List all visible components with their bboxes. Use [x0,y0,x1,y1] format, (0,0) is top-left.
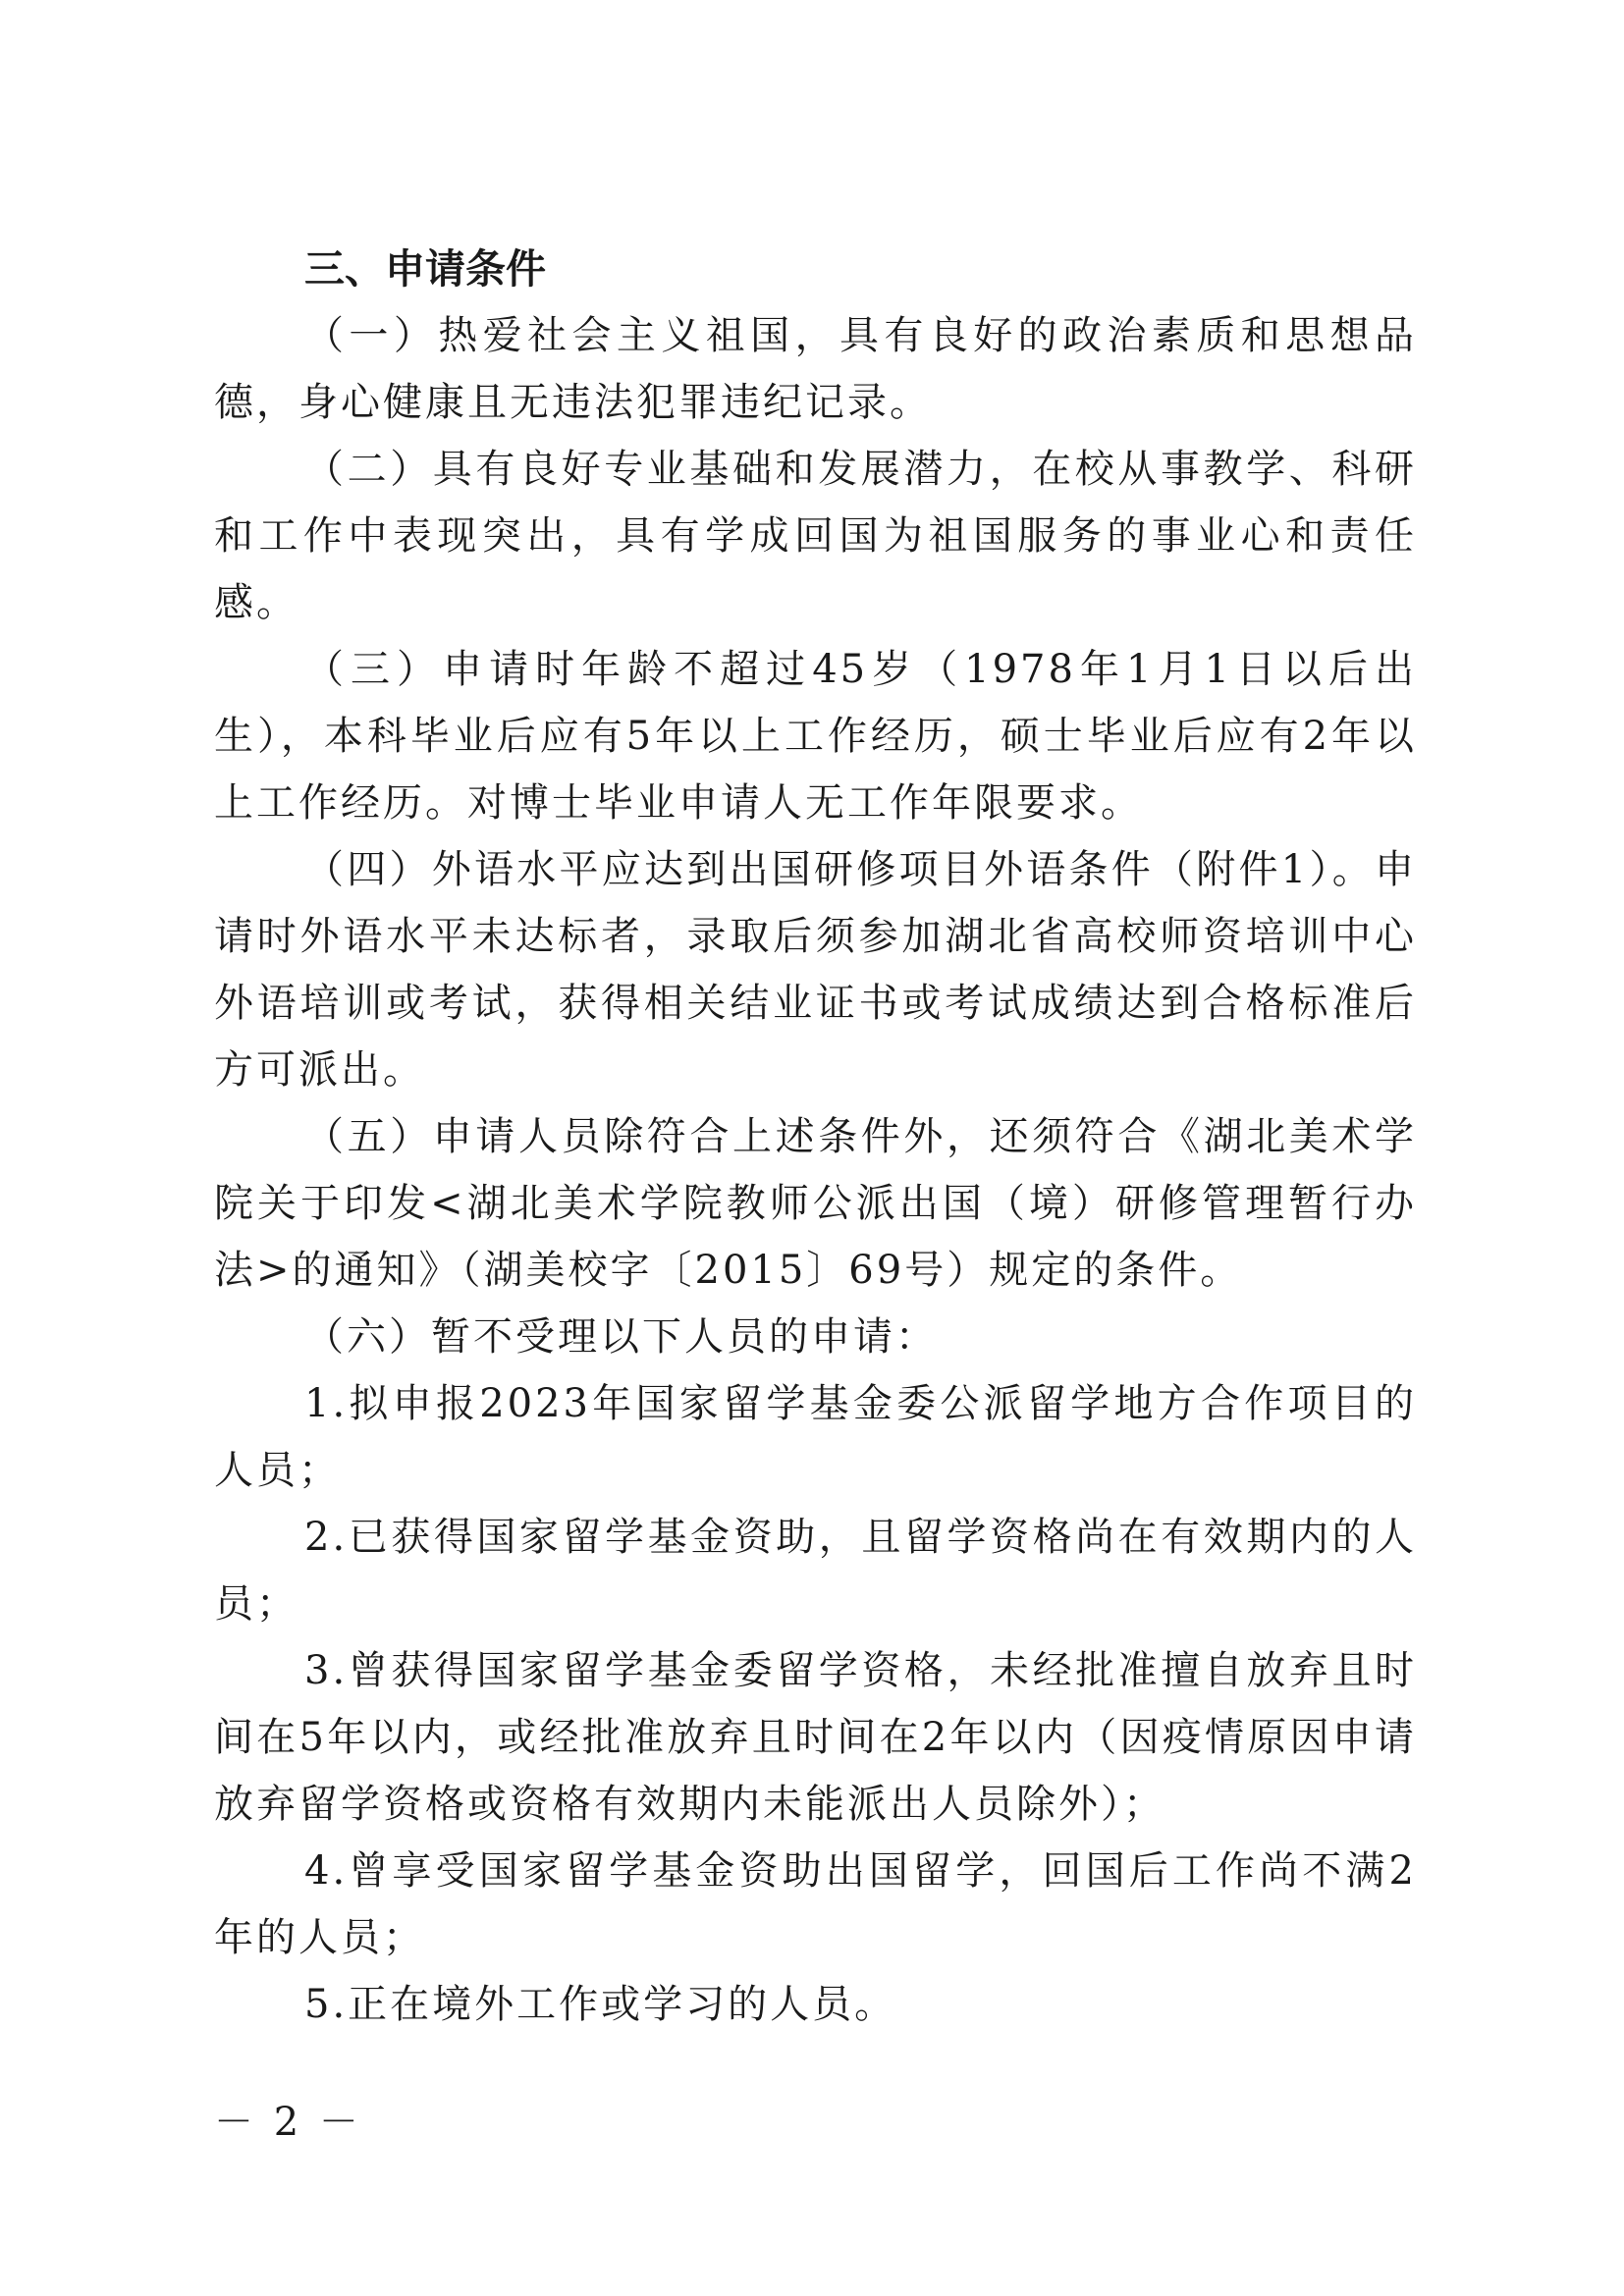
condition-paragraph-5: （五）申请人员除符合上述条件外，还须符合《湖北美术学院关于印发<湖北美术学院教师公派出国（境）研修管理暂行办法>的通知》（湖美校字〔2015〕69号）规定的条件。 [214,1114,1417,1293]
document-page [214,236,1417,2038]
condition-paragraph-4: （四）外语水平应达到出国研修项目外语条件（附件1）。申请时外语水平未达标者，录取后须参加湖北省高校师资培训中心外语培训或考试，获得相关结业证书或考试成绩达到合格标准后方可派出。 [214,847,1417,1093]
exclusion-item-2: 2.已获得国家留学基金资助，且留学资格尚在有效期内的人员； [214,1515,1417,1627]
exclusion-item-4: 4.曾享受国家留学基金资助出国留学，回国后工作尚不满2年的人员； [214,1848,1417,1960]
exclusion-item-5: 5.正在境外工作或学习的人员。 [304,1982,897,2027]
exclusion-item-3: 3.曾获得国家留学基金委留学资格，未经批准擅自放弃且时间在5年以内，或经批准放弃且时间在2年以内（因疫情原因申请放弃留学资格或资格有效期内未能派出人员除外）； [214,1648,1417,1827]
condition-paragraph-3: （三）申请时年龄不超过45岁（1978年1月1日以后出生），本科毕业后应有5年以上工作经历，硕士毕业后应有2年以上工作经历。对博士毕业申请人无工作年限要求。 [214,647,1417,826]
exclusion-item-1: 1.拟申报2023年国家留学基金委公派留学地方合作项目的人员； [214,1381,1417,1493]
condition-paragraph-1: （一）热爱社会主义祖国，具有良好的政治素质和思想品德，身心健康且无违法犯罪违纪记录。 [214,313,1417,425]
section-heading: 三、申请条件 [304,245,546,293]
condition-paragraph-6: （六）暂不受理以下人员的申请： [304,1314,938,1360]
condition-paragraph-2: （二）具有良好专业基础和发展潜力，在校从事教学、科研和工作中表现突出，具有学成回国为祖国服务的事业心和责任感。 [214,447,1417,625]
page-number: － 2 － [214,2100,362,2145]
